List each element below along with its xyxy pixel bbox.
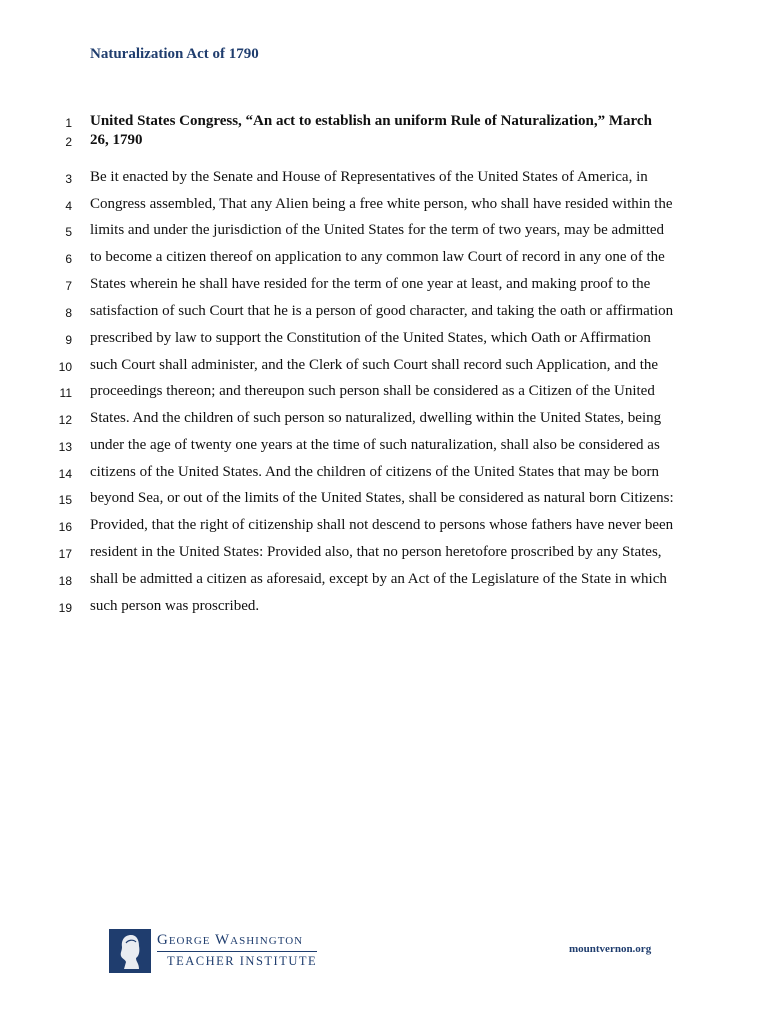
- gw-teacher-institute-logo: [109, 928, 317, 973]
- document-text-line: citizens of the United States. And the children of citizens of the United States that may be born: [90, 464, 660, 480]
- line-number: 15: [58, 493, 72, 507]
- document-text-line: such Court shall administer, and the Clerk of such Court shall record such Application, and the: [90, 357, 659, 373]
- line-number: 16: [58, 520, 72, 534]
- line-number: 18: [58, 574, 72, 588]
- document-text-line: States. And the children of such person so naturalized, dwelling within the United States, being: [90, 410, 662, 426]
- document-text-line: limits and under the jurisdiction of the United States for the term of two years, may be admitted: [90, 222, 665, 238]
- line-number: 13: [58, 440, 72, 454]
- line-number: 11: [59, 386, 72, 400]
- line-number: 17: [58, 547, 72, 561]
- document-text-line: beyond Sea, or out of the limits of the United States, shall be considered as natural born Citizens:: [90, 490, 674, 506]
- line-number: 7: [65, 279, 72, 293]
- document-text-line: Congress assembled, That any Alien being a free white person, who shall have resided within the: [90, 196, 673, 212]
- line-number: 2: [65, 135, 72, 149]
- document-text-line: under the age of twenty one years at the time of such naturalization, shall also be considered as: [90, 437, 660, 453]
- washington-portrait-icon: [109, 929, 151, 973]
- line-number: 5: [65, 225, 72, 239]
- document-text-line: proceedings thereon; and thereupon such person shall be considered as a Citizen of the United: [90, 383, 655, 399]
- document-citation-line: United States Congress, “An act to establish an uniform Rule of Naturalization,” March: [90, 113, 652, 129]
- line-number: 9: [65, 333, 72, 347]
- document-text-line: resident in the United States: Provided also, that no person heretofore proscribed by any States,: [90, 544, 662, 560]
- document-header-title: Naturalization Act of 1790: [90, 46, 259, 62]
- line-number: 14: [58, 467, 72, 481]
- document-text-line: such person was proscribed.: [90, 598, 260, 614]
- logo-text-primary: George Washington: [157, 932, 317, 952]
- line-number: 4: [65, 199, 72, 213]
- document-text-line: shall be admitted a citizen as aforesaid, except by an Act of the Legislature of the State in which: [90, 571, 667, 587]
- line-number: 19: [58, 601, 72, 615]
- line-number: 10: [58, 360, 72, 374]
- document-text-line: States wherein he shall have resided for the term of one year at least, and making proof to the: [90, 276, 651, 292]
- document-text-line: Be it enacted by the Senate and House of Representatives of the United States of America, in: [90, 169, 648, 185]
- logo-text-secondary: TEACHER INSTITUTE: [167, 954, 318, 968]
- line-number: 1: [65, 116, 72, 130]
- line-number: 12: [58, 413, 72, 427]
- document-text-line: satisfaction of such Court that he is a person of good character, and taking the oath or affirmation: [90, 303, 674, 319]
- document-text-line: to become a citizen thereof on application to any common law Court of record in any one of the: [90, 249, 665, 265]
- line-number: 8: [65, 306, 72, 320]
- line-number: 3: [65, 172, 72, 186]
- document-citation-line: 26, 1790: [90, 132, 143, 148]
- line-number: 6: [65, 252, 72, 266]
- document-text-line: Provided, that the right of citizenship shall not descend to persons whose fathers have never been: [90, 517, 674, 533]
- footer-website: mountvernon.org: [569, 943, 652, 955]
- document-text-line: prescribed by law to support the Constitution of the United States, which Oath or Affirmation: [90, 330, 651, 346]
